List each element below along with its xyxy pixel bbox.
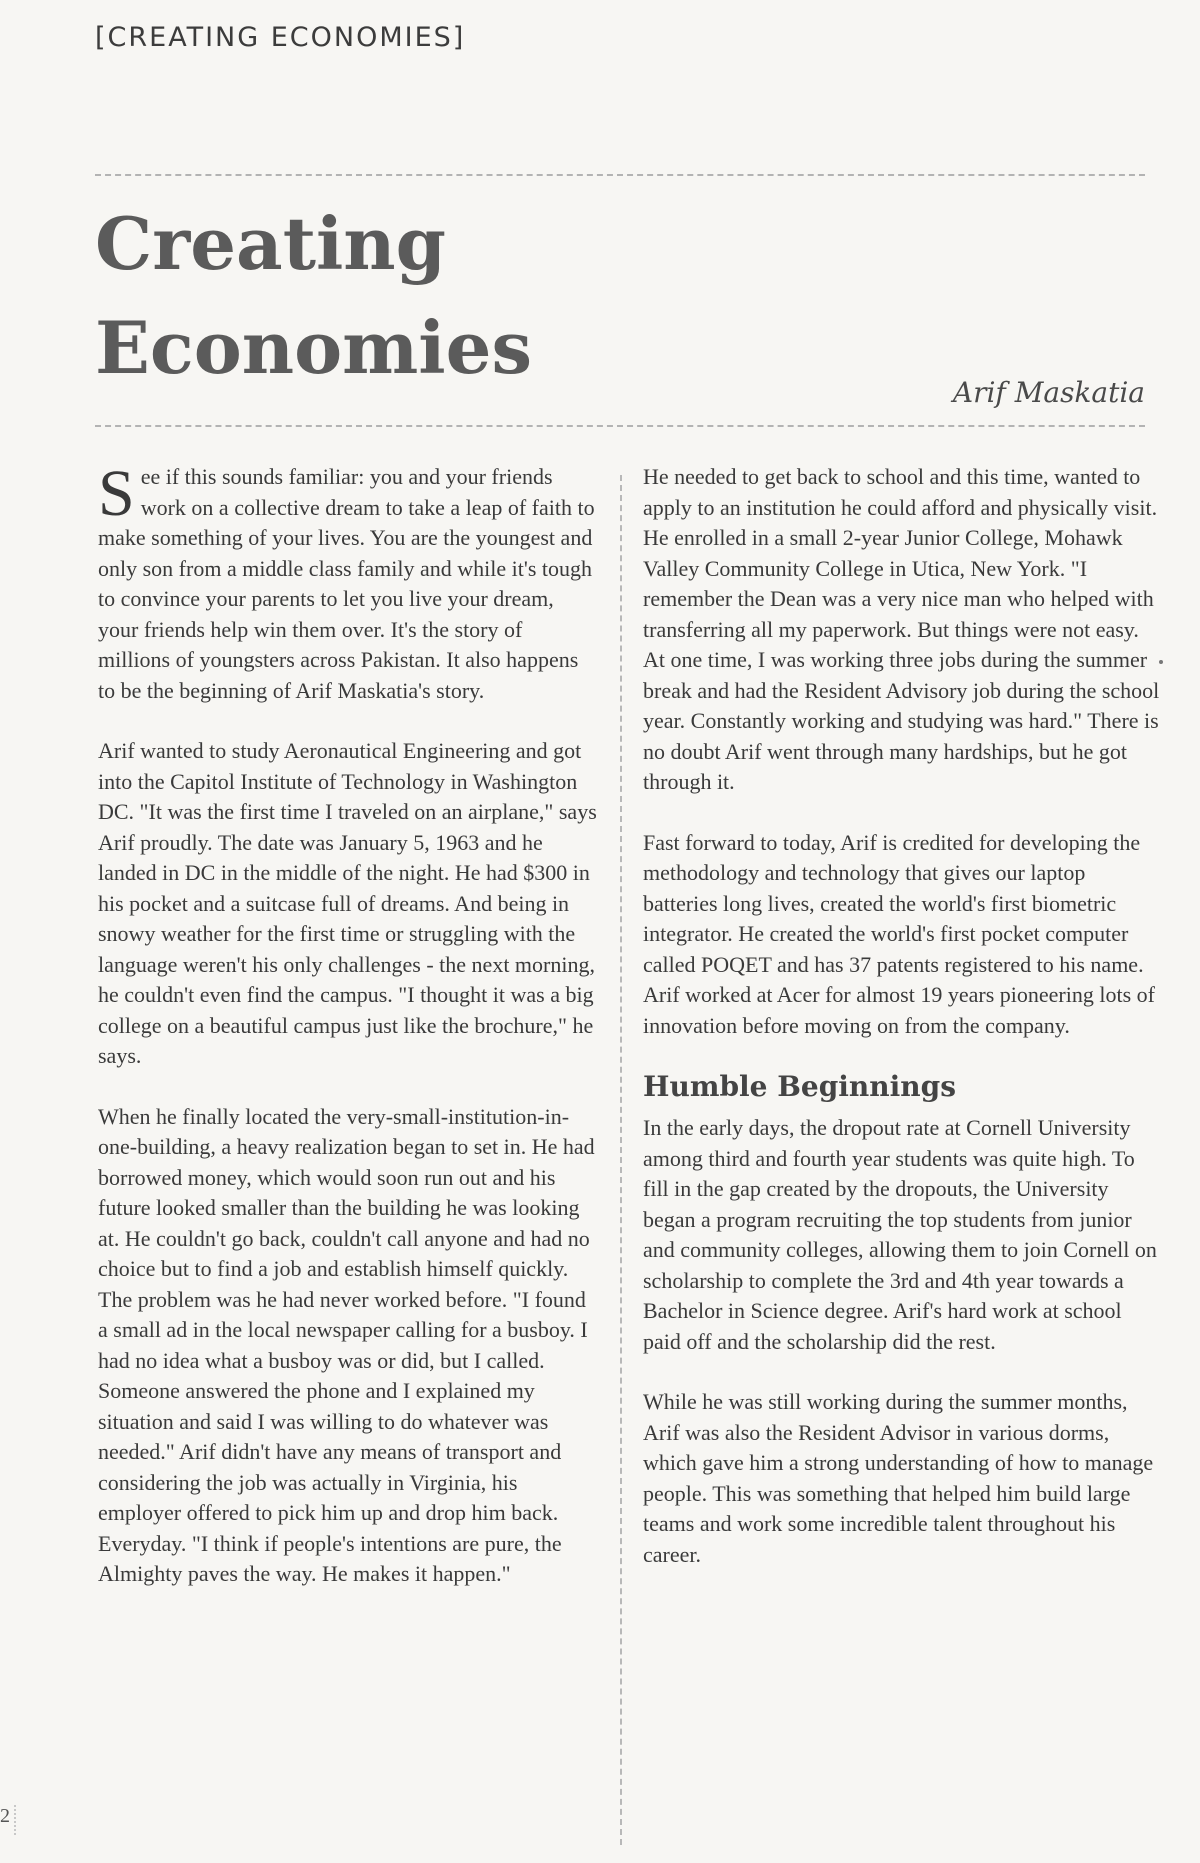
paragraph-cornell: In the early days, the dropout rate at Cornell University among third and fourth year students was quite high. To fill in the gap created by the dropouts, the University began a program recruiting the top students from junior and community colleges, allowing them to join Cornell on scholarship to complete the 3rd and 4th year towards a Bachelor in Science degree. Arif's hard work at school paid off and the scholarship did the rest. xyxy=(643,1115,1157,1354)
column-divider xyxy=(620,475,622,1845)
title-line-1: Creating xyxy=(95,201,446,286)
subheading-humble-beginnings: Humble Beginnings xyxy=(643,1070,956,1103)
page-number-text: 2 xyxy=(0,1805,10,1827)
intro-text: ee if this sounds familiar: you and your friends work on a collective dream to take a leap of faith to make something of your lives. You are the youngest and only son from a middle class family and while it's tough to convince your parents to let you live your dream, your friends help win them over. It's the story of millions of youngsters across Pakistan. It also happens to be the beginning of Arif Maskatia's story. xyxy=(98,464,595,703)
paragraph-college: He needed to get back to school and this time, wanted to apply to an institution he could afford and physically visit. He enrolled in a small 2-year Junior College, Mohawk Valley Community College in Utica, New York. "I remember the Dean was a very nice man who helped with transferring all my paperwork. But things were not easy. At one time, I was working three jobs during the summer break and had the Resident Advisory job during the school year. Constantly working and studying was hard." There is no doubt Arif went through many hardships, but he got through it. xyxy=(643,464,1160,794)
author-byline: Arif Maskatia xyxy=(952,376,1145,409)
paragraph-achievements: Fast forward to today, Arif is credited for developing the methodology and technology that gives our laptop batteries long lives, created the world's first biometric integrator. He created the world's first pocket computer called POQET and has 37 patents registered to his name. Arif worked at Acer for almost 19 years pioneering lots of innovation before moving on from the company. xyxy=(643,829,1155,1038)
stray-dot xyxy=(1159,660,1163,664)
paragraph-resident-advisor: While he was still working during the summer months, Arif was also the Resident Advisor in various dorms, which gave him a strong understanding of how to manage people. This was something that helped him build large teams and work some incredible talent throughout his career. xyxy=(643,1389,1154,1567)
paragraph-intro xyxy=(98,457,598,706)
article-title xyxy=(95,192,532,400)
page-number xyxy=(0,1805,16,1835)
paragraph-arrival: Arif wanted to study Aeronautical Engineering and got into the Capitol Institute of Technology in Washington DC. "It was the first time I traveled on an airplane," says Arif proudly. The date was January 5, 1963 and he landed in DC in the middle of the night. He had $300 in his pocket and a suitcase full of dreams. And being in snowy weather for the first time or struggling with the language weren't his only challenges - the next morning, he couldn't even find the campus. "I thought it was a big college on a beautiful campus just like the brochure," he says. xyxy=(98,738,597,1068)
top-dashed-rule xyxy=(95,174,1145,176)
title-line-2: Economies xyxy=(95,305,532,390)
byline-dashed-rule xyxy=(95,425,1145,427)
right-column xyxy=(643,462,1163,1600)
section-header: [CREATING ECONOMIES] xyxy=(95,22,466,53)
left-column xyxy=(98,457,598,1620)
paragraph-busboy: When he finally located the very-small-institution-in-one-building, a heavy realization began to set in. He had borrowed money, which would soon run out and his future looked smaller than the building he was looking at. He couldn't go back, couldn't call anyone and had no choice but to find a job and establish himself quickly. The problem was he had never worked before. "I found a small ad in the local newspaper calling for a busboy. I had no idea what a busboy was or did, but I called. Someone answered the phone and I explained my situation and said I was willing to do whatever was needed." Arif didn't have any means of transport and considering the job was actually in Virginia, his employer offered to pick him up and drop him back. Everyday. "I think if people's intentions are pure, the Almighty paves the way. He makes it happen." xyxy=(98,1103,595,1586)
drop-cap: S xyxy=(98,457,135,530)
